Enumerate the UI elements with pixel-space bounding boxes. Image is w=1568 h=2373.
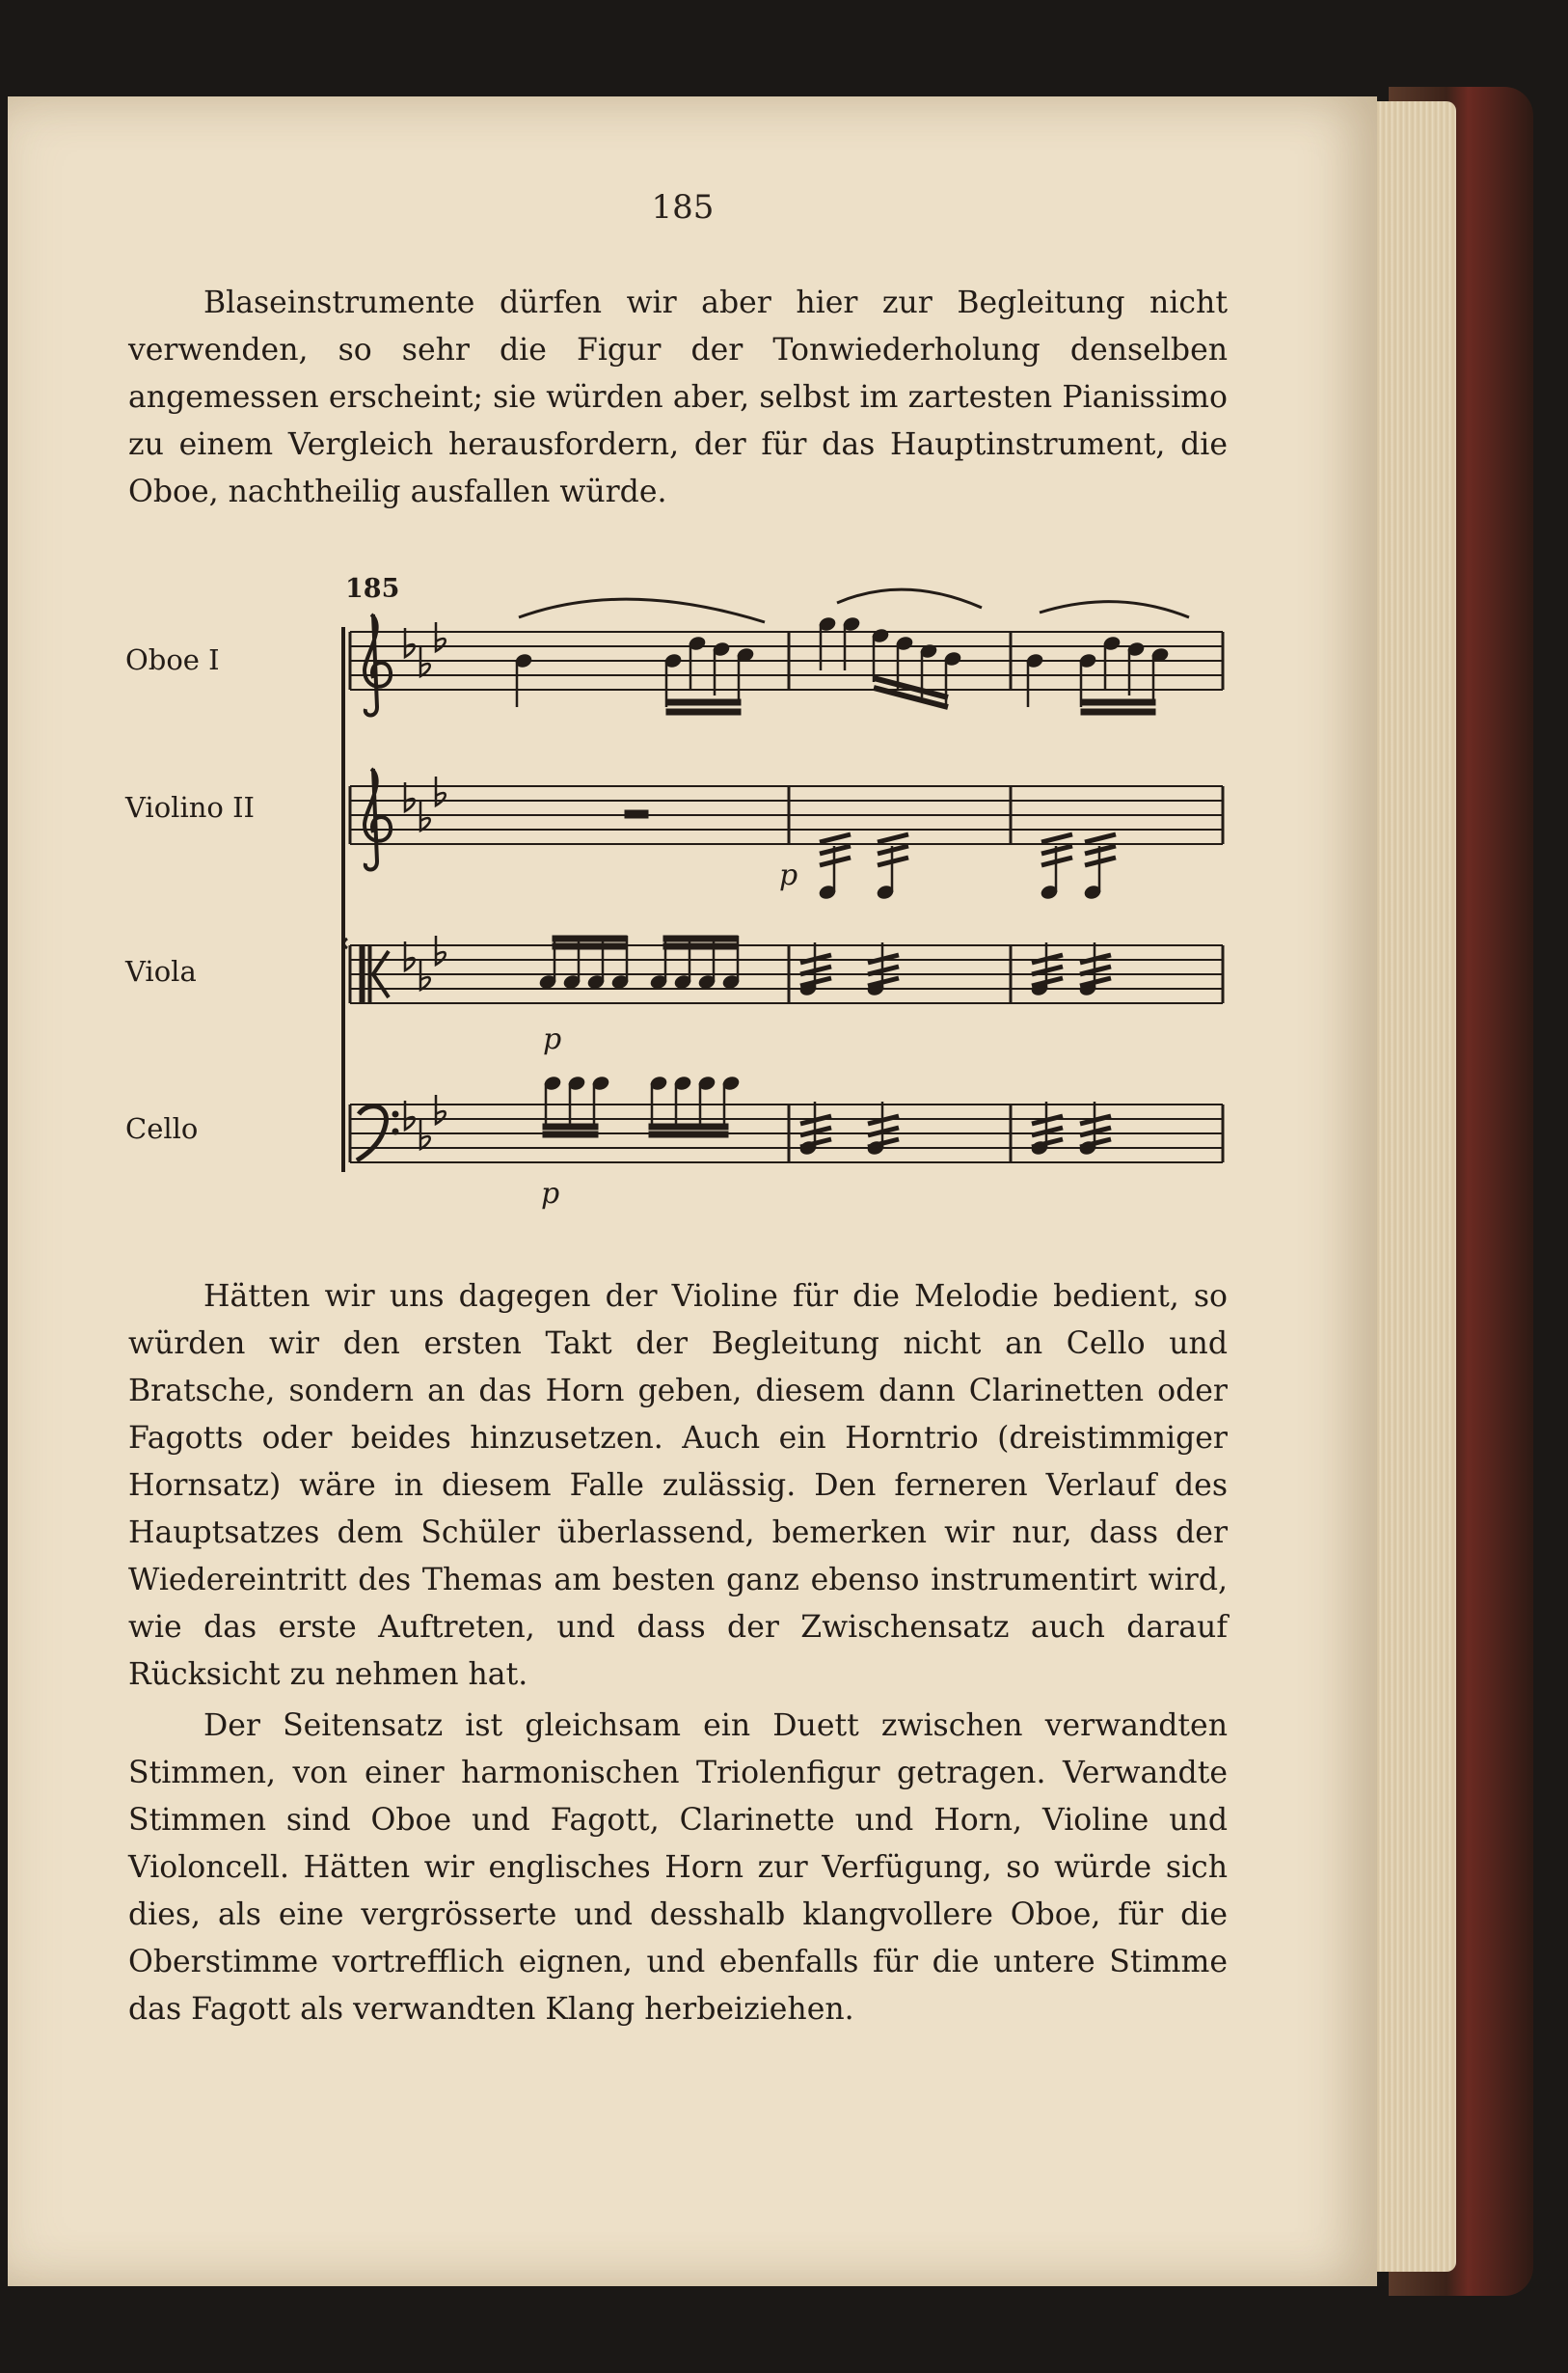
tremolo-stroke xyxy=(1041,834,1072,842)
slur xyxy=(837,589,982,608)
bass-clef-dot xyxy=(392,1111,398,1117)
instrument-label-oboe: Oboe I xyxy=(125,643,220,676)
beam xyxy=(666,699,741,705)
instrument-label-viola: Viola xyxy=(125,955,197,988)
instrument-label-violin: Violino II xyxy=(125,791,255,824)
page-number: 185 xyxy=(651,188,715,227)
bass-clef-dot xyxy=(392,1129,398,1134)
string-brace xyxy=(344,939,348,948)
treble-clef xyxy=(365,769,391,870)
beam xyxy=(666,709,741,715)
beam xyxy=(543,1124,598,1130)
slur xyxy=(519,599,765,622)
alto-clef xyxy=(360,945,365,1003)
beam xyxy=(1081,699,1155,705)
whole-rest xyxy=(625,810,648,818)
beam xyxy=(663,936,738,941)
instrument-label-cello: Cello xyxy=(125,1112,199,1145)
slur xyxy=(1040,602,1189,617)
paragraph-3: Der Seitensatz ist gleichsam ein Duett zwischen verwandten Stimmen, von einer harmonischen Triolenfigur getragen. Verwandte Stimmen sind Oboe und Fagott, Clarinette und Horn, Violine und Violoncell. Hätten wir englisches Horn zur Verfügung, so würde sich dies, als eine vergrösserte und desshalb klangvollere Oboe, für die Oberstimme vortrefflich eignen, und ebenfalls für die untere Stimme das Fagott als verwandten Klang herbeiziehen. xyxy=(128,1708,1228,2027)
tremolo-stroke xyxy=(1085,834,1116,842)
alto-clef xyxy=(368,945,371,1003)
beam xyxy=(553,936,627,941)
example-number: 185 xyxy=(345,574,400,604)
beam xyxy=(649,1124,728,1130)
dynamic-violin: p xyxy=(779,859,798,892)
beam xyxy=(543,1132,598,1137)
dynamic-viola: p xyxy=(543,1023,562,1056)
treble-clef xyxy=(365,614,391,716)
beam xyxy=(553,943,627,949)
dynamic-cello: p xyxy=(541,1177,560,1211)
beam xyxy=(649,1132,728,1137)
tremolo-stroke xyxy=(878,834,908,842)
beam xyxy=(663,943,738,949)
beam xyxy=(1081,709,1155,715)
book-page xyxy=(8,96,1377,2286)
tremolo-stroke xyxy=(820,834,851,842)
paragraph-2: Hätten wir uns dagegen der Violine für die Melodie bedient, so würden wir den ersten Takt der Begleitung nicht an Cello und Bratsche, sondern an das Horn geben, diesem dann Clarinetten oder Fagotts oder beides hinzusetzen. Auch ein Horntrio (dreistimmiger Hornsatz) wäre in diesem Falle zulässig. Den ferneren Verlauf des Hauptsatzes dem Schüler überlassend, bemerken wir nur, dass der Wiedereintritt des Themas am besten ganz ebenso instrumentirt wird, wie das erste Auftreten, und dass der Zwischensatz auch darauf Rücksicht zu nehmen hat. xyxy=(128,1279,1228,1692)
paragraph-1: Blaseinstrumente dürfen wir aber hier zur Begleitung nicht verwenden, so sehr die Figur der Tonwiederholung denselben angemessen erscheint; sie würden aber, selbst im zartesten Pianissimo zu einem Vergleich herausfordern, der für das Hauptinstrument, die Oboe, nachtheilig ausfallen würde. xyxy=(128,286,1228,509)
